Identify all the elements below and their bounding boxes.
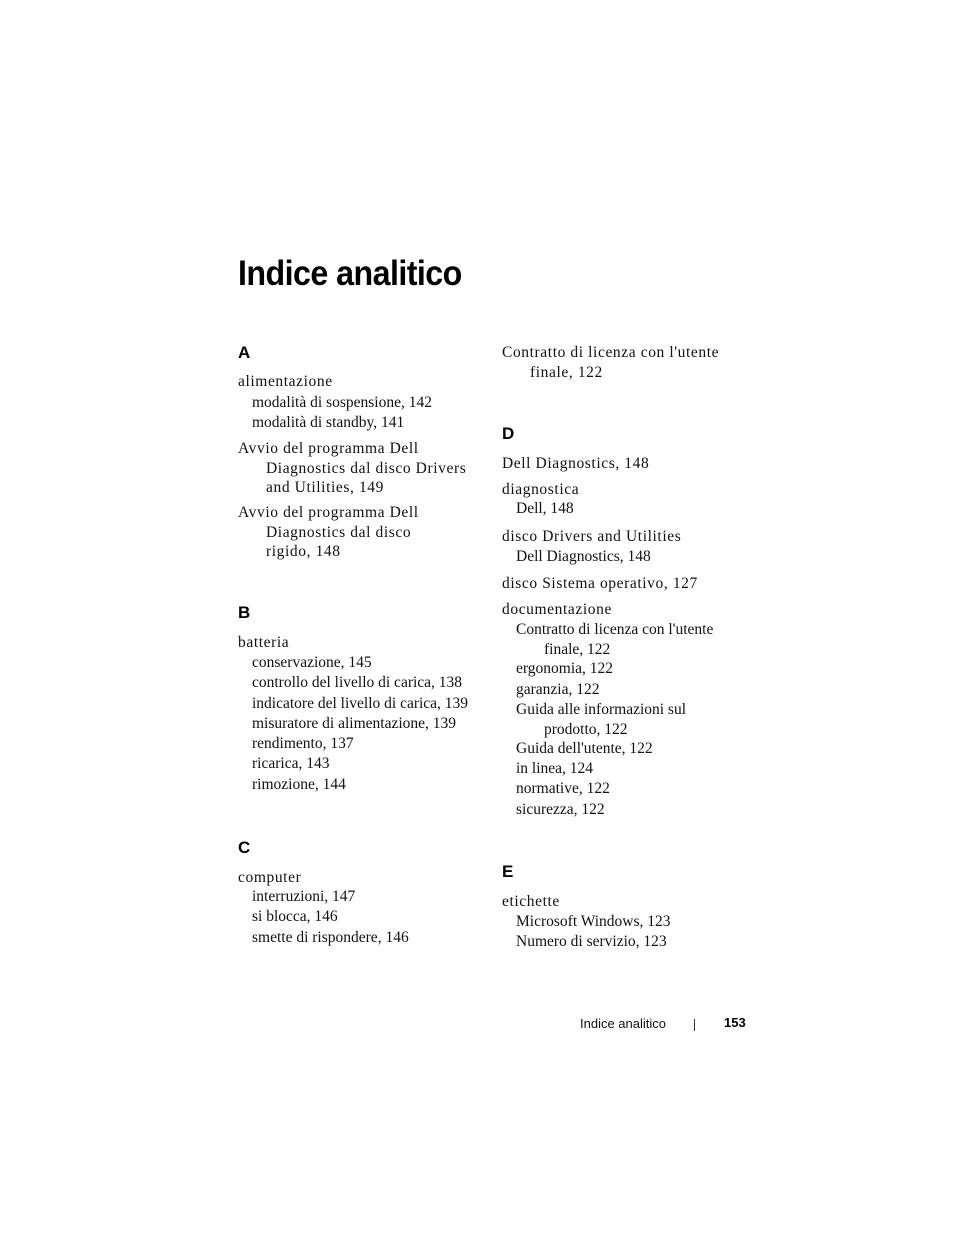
- entry-line: and Utilities, 149: [266, 479, 384, 496]
- index-subentry: rimozione, 144: [252, 776, 346, 793]
- index-subentry: rendimento, 137: [252, 735, 354, 752]
- index-subentry: Dell Diagnostics, 148: [516, 548, 651, 565]
- entry-line: Diagnostics dal disco: [266, 523, 412, 541]
- index-subentry: ricarica, 143: [252, 755, 330, 772]
- entry-line: finale, 122: [530, 363, 603, 381]
- index-subentry: indicatore del livello di carica, 139: [252, 695, 469, 712]
- index-subentry: Guida dell'utente, 122: [516, 740, 653, 757]
- index-entry-diagnostica: diagnostica: [502, 481, 580, 498]
- index-subentry: Microsoft Windows, 123: [516, 913, 671, 930]
- index-subentry: in linea, 124: [516, 760, 594, 777]
- index-entry-etichette: etichette: [502, 893, 560, 910]
- index-entry-documentazione: documentazione: [502, 601, 612, 618]
- index-entry-disco-sistema: disco Sistema operativo, 127: [502, 575, 698, 592]
- section-letter-d: D: [502, 424, 515, 443]
- index-subentry: smette di rispondere, 146: [252, 929, 409, 946]
- entry-line: Contratto di licenza con l'utente: [502, 344, 720, 361]
- section-letter-a: A: [238, 343, 251, 362]
- index-entry-computer: computer: [238, 869, 302, 886]
- section-letter-b: B: [238, 603, 251, 622]
- entry-line: Avvio del programma Dell: [238, 440, 419, 457]
- index-subentry: sicurezza, 122: [516, 801, 605, 818]
- index-subentry: normative, 122: [516, 780, 610, 797]
- index-entry-batteria: batteria: [238, 634, 290, 651]
- index-entry-contratto: [502, 343, 742, 382]
- section-letter-c: C: [238, 838, 251, 857]
- index-entry-avvio-rigido: [238, 503, 478, 562]
- index-subentry-guida-info: [516, 700, 742, 739]
- entry-line: prodotto, 122: [544, 720, 628, 738]
- entry-line: rigido, 148: [266, 543, 341, 560]
- index-subentry-contratto: [516, 620, 742, 659]
- index-subentry: si blocca, 146: [252, 908, 338, 925]
- index-entry-avvio-drivers: [238, 439, 478, 498]
- index-entry-dell-diagnostics: Dell Diagnostics, 148: [502, 455, 650, 472]
- index-subentry: Dell, 148: [516, 500, 574, 517]
- entry-line: finale, 122: [544, 640, 611, 658]
- entry-line: Guida alle informazioni sul: [516, 701, 687, 718]
- section-letter-e: E: [502, 862, 514, 881]
- index-subentry: misuratore di alimentazione, 139: [252, 715, 457, 732]
- footer-section-title: Indice analitico: [580, 1016, 666, 1031]
- index-subentry: interruzioni, 147: [252, 888, 356, 905]
- entry-line: Diagnostics dal disco Drivers: [266, 459, 467, 477]
- page-title: Indice analitico: [238, 254, 462, 293]
- index-subentry: modalità di standby, 141: [252, 414, 405, 431]
- index-subentry: conservazione, 145: [252, 654, 372, 671]
- index-subentry: controllo del livello di carica, 138: [252, 674, 463, 691]
- index-subentry: Numero di servizio, 123: [516, 933, 667, 950]
- index-entry-alimentazione: alimentazione: [238, 373, 333, 390]
- entry-line: Avvio del programma Dell: [238, 504, 419, 521]
- footer-separator: [694, 1019, 695, 1031]
- index-subentry: modalità di sospensione, 142: [252, 394, 432, 411]
- page-number: 153: [724, 1015, 746, 1030]
- index-entry-disco-drivers: disco Drivers and Utilities: [502, 528, 682, 545]
- entry-line: Contratto di licenza con l'utente: [516, 621, 714, 638]
- index-subentry: ergonomia, 122: [516, 660, 614, 677]
- index-subentry: garanzia, 122: [516, 681, 600, 698]
